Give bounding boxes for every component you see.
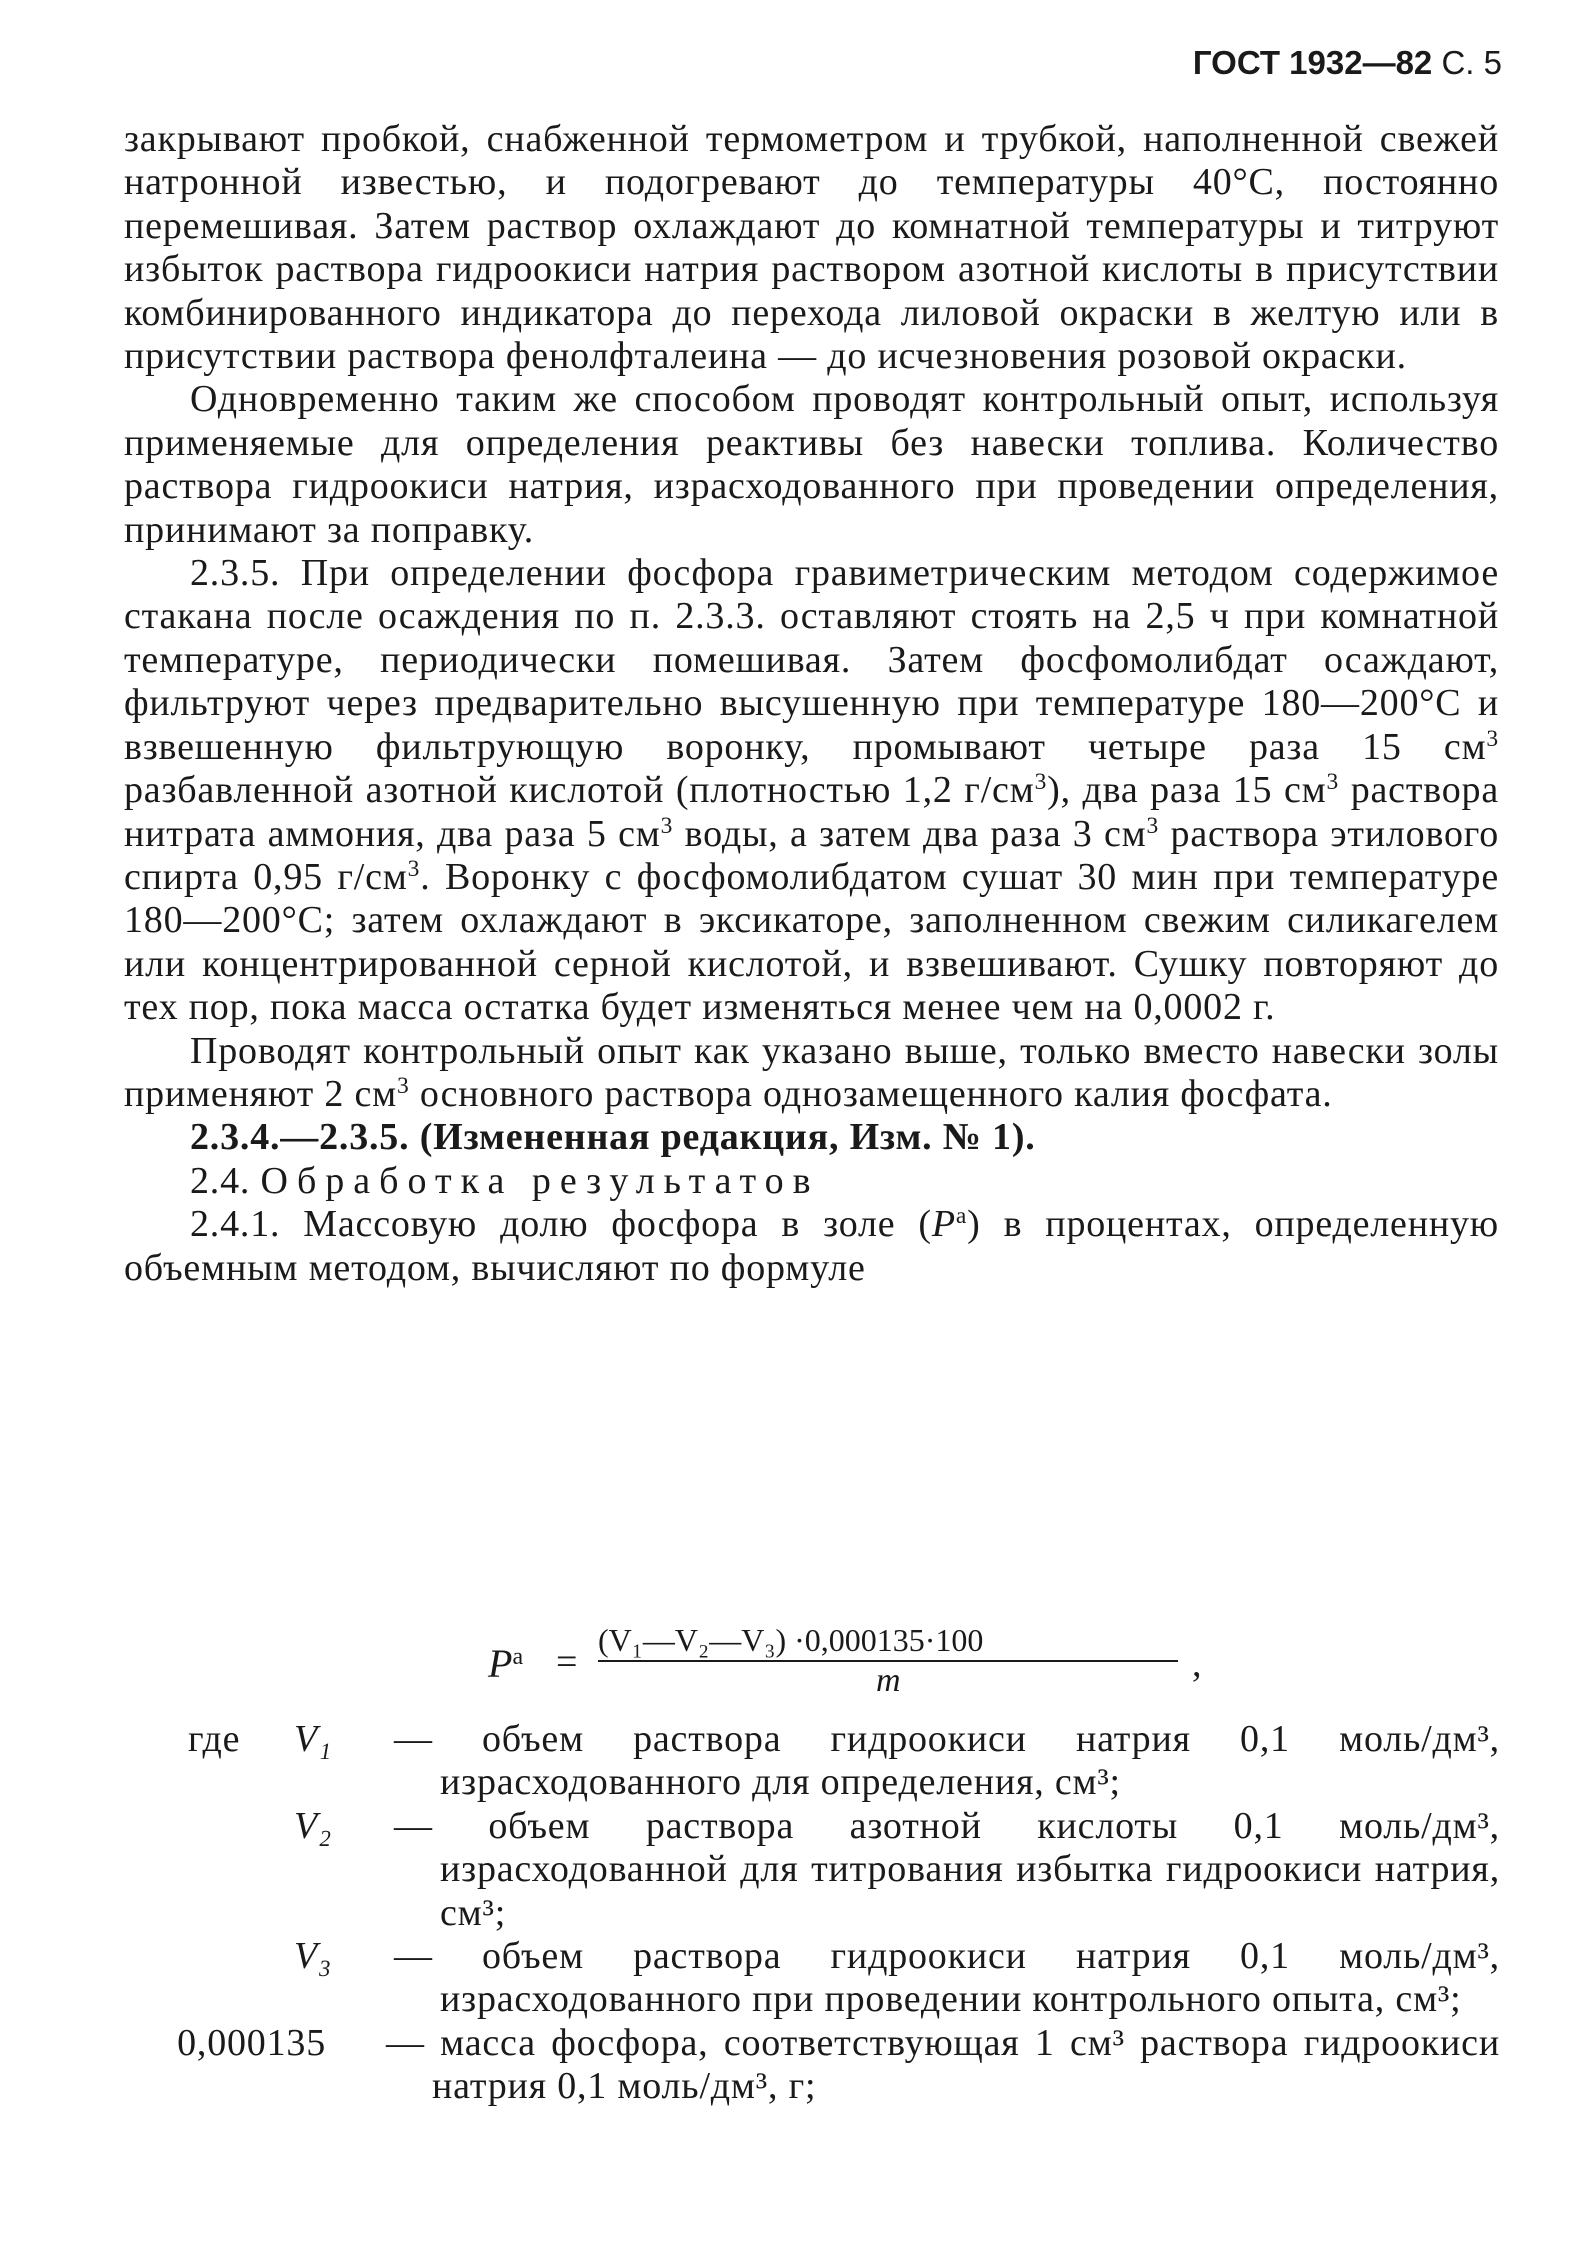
symbol-constant: 0,000135	[177, 2021, 326, 2064]
definition-v2	[0, 1805, 1584, 1935]
amendment-note: 2.3.4.—2.3.5. (Измененная редакция, Изм. № 1).	[190, 1116, 1036, 1159]
document-body	[124, 118, 1499, 1290]
definition-v1	[0, 1718, 1584, 1805]
definition-text-v2: — объем раствора азотной кислоты 0,1 моль/дм³, израсходованной для титрования избытка гидроокиси натрия, см³;	[394, 1804, 1500, 1934]
symbol-v1: V₁	[293, 1718, 332, 1760]
paragraph-control-experiment: Одновременно таким же способом проводят контрольный опыт, используя применяемые для определения реактивы без навески топлива. Количество раствора гидроокиси натрия, израсходованного при проведении определения, принимают за поправку.	[124, 378, 1499, 551]
definition-constant	[0, 2022, 1584, 2109]
formula-lhs: $P^a$	[488, 1641, 524, 1686]
formula-numerator: (V₁—V₂—V₃) ·0,000135·100	[598, 1622, 984, 1658]
paragraph-2-4-1: 2.4.1. Массовую долю фосфора в золе $(P^a)$ в процентах, определенную объемным методом, вычисляют по формуле	[124, 1203, 1499, 1289]
formula-comma: ,	[1192, 1643, 1202, 1685]
definition-text-v3: — объем раствора гидроокиси натрия 0,1 моль/дм³, израсходованного при проведении контрольного опыта, см³;	[394, 1935, 1500, 2021]
paragraph-control-experiment-2: Проводят контрольный опыт как указано выше, только вместо навески золы применяют 2 $см^3$ основного раствора однозамещенного калия фосфата.	[124, 1029, 1499, 1115]
page-number: С. 5	[1441, 44, 1502, 81]
phosphorus-formula	[488, 1622, 1202, 1702]
where-label: где	[188, 1718, 241, 1760]
page-header	[1193, 44, 1502, 82]
section-heading-2-4: 2.4. Обработка результатов	[190, 1159, 820, 1202]
formula-denominator: m	[876, 1662, 901, 1699]
formula-equals: =	[556, 1641, 578, 1683]
definition-v3	[0, 1935, 1584, 2022]
paragraph-continuation: закрывают пробкой, снабженной термометром и трубкой, наполненной свежей натронной известью, и подогревают до температуры 40°С, постоянно перемешивая. Затем раствор охлаждают до комнатной температуры и титруют избыток раствора гидроокиси натрия раствором азотной кислоты в присутствии комбинированного индикатора до перехода лиловой окраски в желтую или в присутствии раствора фенолфталеина — до исчезновения розовой окраски.	[124, 118, 1499, 378]
symbol-v3: V₃	[293, 1935, 332, 1978]
symbol-v2: V₂	[293, 1804, 332, 1847]
definition-text-constant: — масса фосфора, соответствующая 1 см³ раствора гидроокиси натрия 0,1 моль/дм³, г;	[386, 2021, 1500, 2108]
definition-text-v1: — объем раствора гидроокиси натрия 0,1 моль/дм³, израсходованного для определения, см³;	[394, 1718, 1500, 1804]
variable-definitions	[0, 1718, 1584, 2109]
paragraph-2-3-5: 2.3.5. При определении фосфора гравиметрическим методом содержимое стакана после осаждения по п. 2.3.3. оставляют стоять на 2,5 ч при комнатной температуре, периодически помешивая. Затем фосфомолибдат осаждают, фильтруют через предварительно высушенную при температуре 180—200°С и взвешенную фильтрующую воронку, промывают четыре раза 15 $см^3$ разбавленной азотной кислотой (плотностью 1,2 $г/см^3$), два раза 15 $см^3$ раствора нитрата аммония, два раза 5 $см^3$ воды, а затем два раза 3 $см^3$ раствора этилового спирта 0,95 $г/см^3$. Воронку с фосфомолибдатом сушат 30 мин при температуре 180—200°С; затем охлаждают в эксикаторе, заполненном свежим силикагелем или концентрированной серной кислотой, и взвешивают. Сушку повторяют до тех пор, пока масса остатка будет изменяться менее чем на 0,0002 г.	[124, 552, 1500, 1029]
document-id: ГОСТ 1932—82	[1192, 44, 1433, 81]
